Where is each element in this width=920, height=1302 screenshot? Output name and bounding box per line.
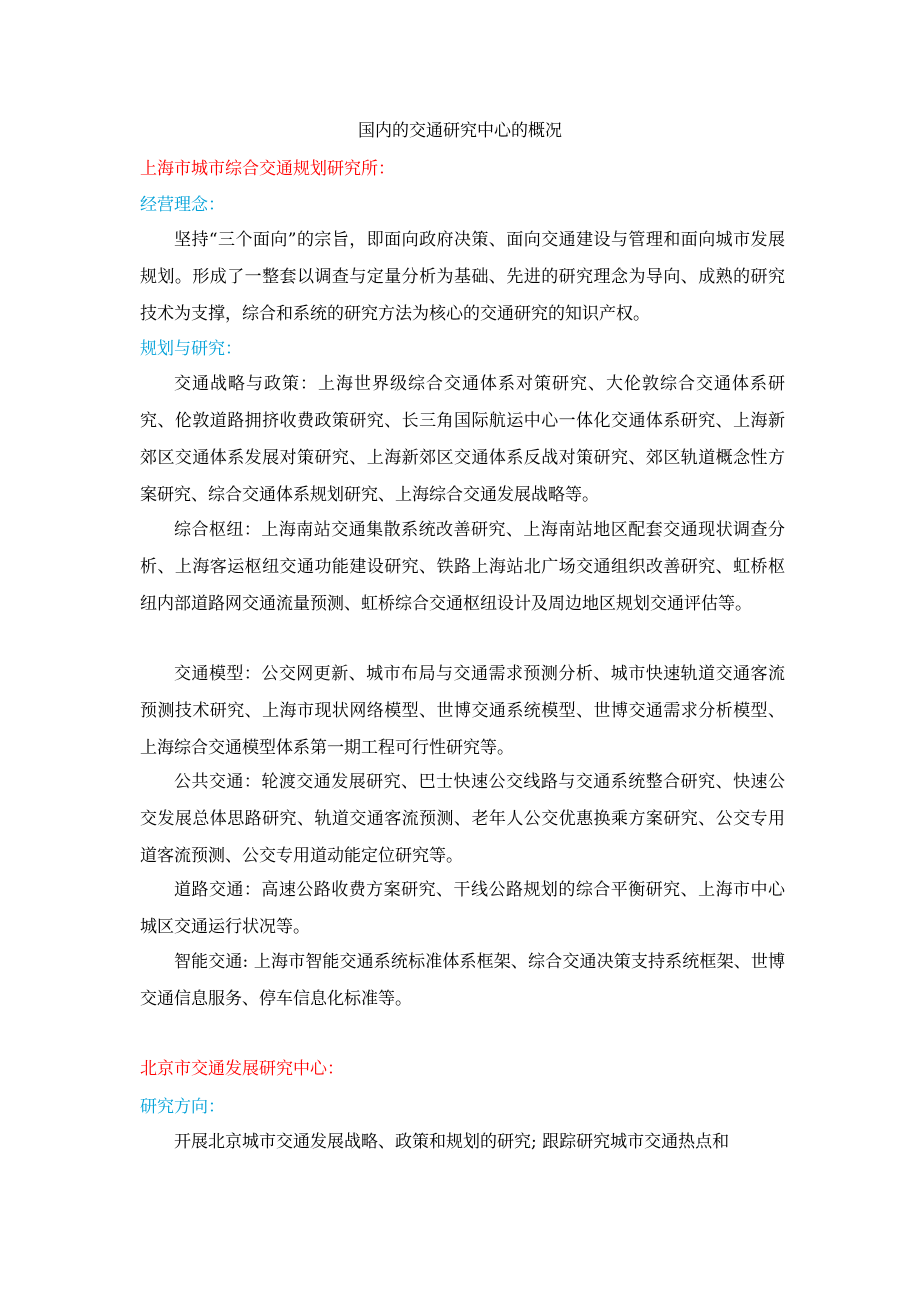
section-heading-beijing: 北京市交通发展研究中心： — [140, 1059, 344, 1079]
section-heading-shanghai: 上海市城市综合交通规划研究所： — [140, 159, 395, 179]
document-title: 国内的交通研究中心的概况 — [358, 121, 562, 141]
subheading-research-direction: 研究方向： — [140, 1097, 225, 1117]
paragraph-strategy: 交通战略与政策：上海世界级综合交通体系对策研究、大伦敦综合交通体系研究、伦敦道路拥挤收费政策研究、长三角国际航运中心一体化交通体系研究、上海新郊区交通体系发展对策研究、上海新郊区交通体系反战对策研究、郊区轨道概念性方案研究、综合交通体系规划研究、上海综合交通发展战略等。 — [140, 374, 785, 505]
subheading-planning: 规划与研究： — [140, 339, 242, 359]
paragraph-road-traffic: 道路交通：高速公路收费方案研究、干线公路规划的综合平衡研究、上海市中心城区交通运行状况等。 — [140, 880, 785, 937]
paragraph-research-direction: 开展北京城市交通发展战略、政策和规划的研究; 跟踪研究城市交通热点和 — [174, 1132, 730, 1152]
paragraph-hub: 综合枢纽：上海南站交通集散系统改善研究、上海南站地区配套交通现状调查分析、上海客运枢纽交通功能建设研究、铁路上海站北广场交通组织改善研究、虹桥枢纽内部道路网交通流量预测、虹桥综合交通枢纽设计及周边地区规划交通评估等。 — [140, 520, 785, 614]
paragraph-philosophy: 坚持“三个面向”的宗旨，即面向政府决策、面向交通建设与管理和面向城市发展规划。形成了一整套以调查与定量分析为基础、先进的研究理念为导向、成熟的研究技术为支撑，综合和系统的研究方法为核心的交通研究的知识产权。 — [140, 230, 785, 324]
paragraph-model: 交通模型：公交网更新、城市布局与交通需求预测分析、城市快速轨道交通客流预测技术研究、上海市现状网络模型、世博交通系统模型、世博交通需求分析模型、上海综合交通模型体系第一期工程可行性研究等。 — [140, 664, 785, 758]
subheading-philosophy: 经营理念： — [140, 195, 225, 215]
paragraph-intelligent-traffic: 智能交通: 上海市智能交通系统标准体系框架、综合交通决策支持系统框架、世博交通信息服务、停车信息化标准等。 — [140, 952, 785, 1009]
paragraph-public-transport: 公共交通：轮渡交通发展研究、巴士快速公交线路与交通系统整合研究、快速公交发展总体思路研究、轨道交通客流预测、老年人公交优惠换乘方案研究、公交专用道客流预测、公交专用道动能定位研究等。 — [140, 772, 785, 866]
